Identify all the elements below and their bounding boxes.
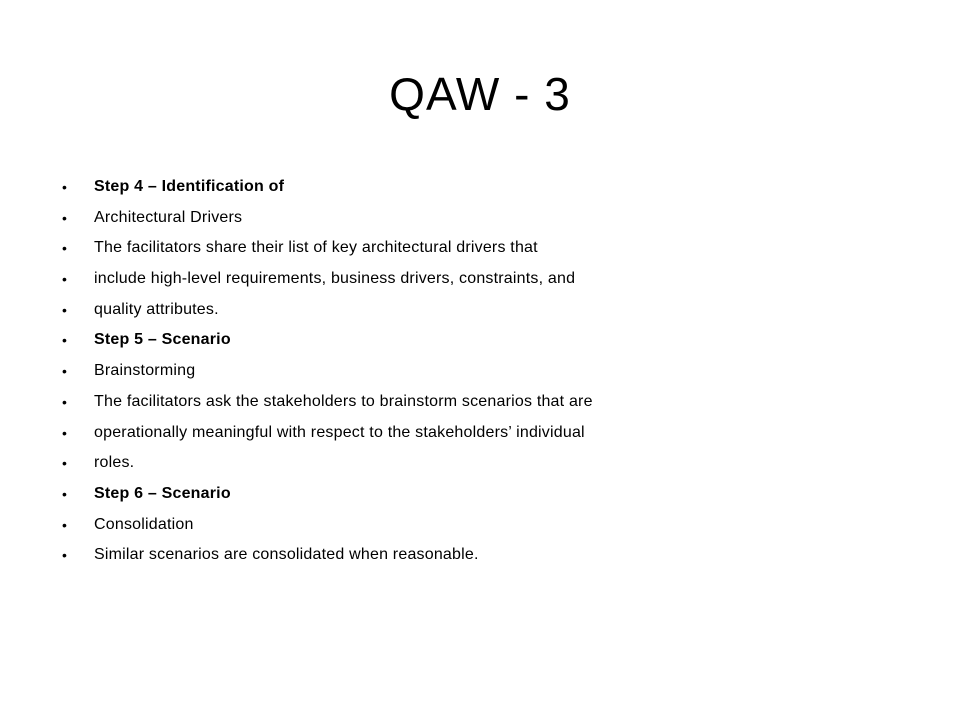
- bullet-item: [62, 387, 922, 418]
- bullet-icon: •: [62, 516, 67, 533]
- bullet-item: [62, 172, 922, 203]
- bullet-icon: •: [62, 547, 67, 564]
- bullet-text: Step 5 – Scenario: [94, 331, 231, 349]
- bullet-item: [62, 295, 922, 326]
- bullet-item: [62, 203, 922, 234]
- bullet-icon: •: [62, 485, 67, 502]
- bullet-icon: •: [62, 209, 67, 226]
- bullet-text: Step 4 – Identification of: [94, 178, 285, 195]
- bullet-text: Step 6 – Scenario: [94, 484, 231, 502]
- bullet-text: Similar scenarios are consolidated when reasonable.: [94, 546, 479, 564]
- bullet-item: [62, 510, 922, 541]
- bullet-text: Consolidation: [94, 515, 194, 533]
- bullet-icon: •: [62, 332, 67, 349]
- bullet-item: [62, 325, 922, 356]
- bullet-icon: •: [62, 301, 67, 318]
- bullet-list: [62, 172, 922, 571]
- bullet-item: [62, 540, 922, 571]
- bullet-text: quality attributes.: [94, 300, 219, 318]
- bullet-item: [62, 479, 922, 510]
- bullet-text: The facilitators share their list of key architectural drivers that: [94, 239, 538, 257]
- slide-title: QAW - 3: [389, 68, 571, 120]
- bullet-icon: •: [62, 240, 67, 257]
- bullet-text: The facilitators ask the stakeholders to brainstorm scenarios that are: [94, 392, 593, 410]
- bullet-icon: •: [62, 424, 67, 441]
- bullet-item: [62, 356, 922, 387]
- bullet-item: [62, 418, 922, 449]
- bullet-icon: •: [62, 271, 67, 288]
- bullet-item: [62, 233, 922, 264]
- bullet-item: [62, 448, 922, 479]
- bullet-text: include high-level requirements, business drivers, constraints, and: [94, 270, 576, 288]
- bullet-icon: •: [62, 179, 67, 195]
- bullet-text: Brainstorming: [94, 362, 196, 380]
- bullet-icon: •: [62, 455, 67, 472]
- bullet-icon: •: [62, 363, 67, 380]
- bullet-icon: •: [62, 393, 67, 410]
- bullet-text: roles.: [94, 454, 135, 472]
- bullet-text: operationally meaningful with respect to the stakeholders’ individual: [94, 423, 585, 441]
- bullet-item: [62, 264, 922, 295]
- bullet-text: Architectural Drivers: [94, 208, 243, 226]
